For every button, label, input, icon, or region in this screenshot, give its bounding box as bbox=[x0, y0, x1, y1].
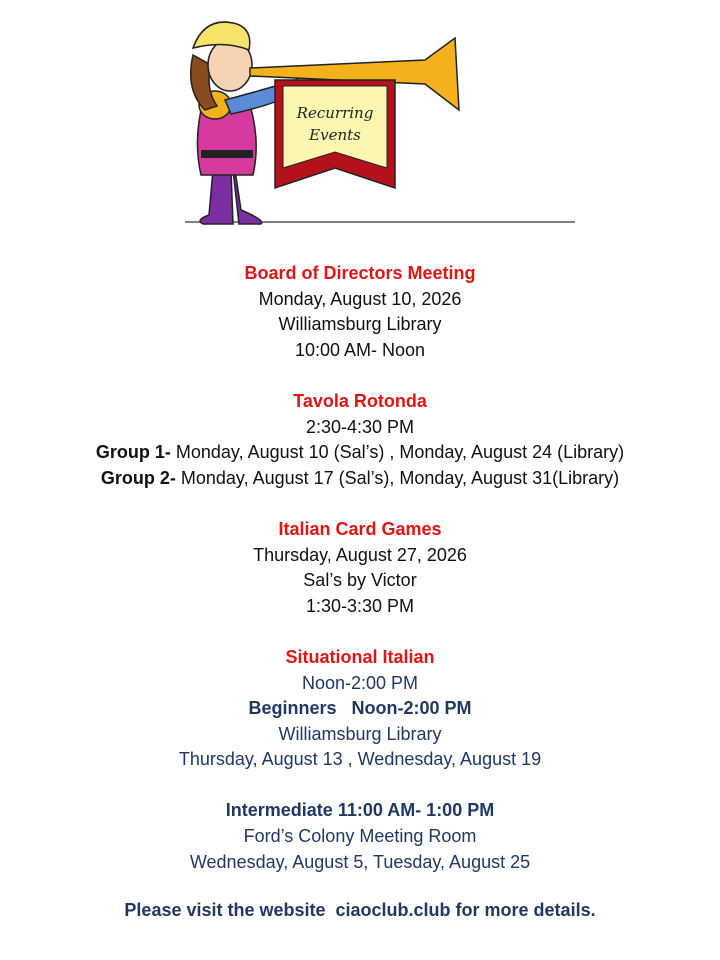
intermediate-location: Ford’s Colony Meeting Room bbox=[243, 826, 477, 847]
situational-title: Situational Italian bbox=[285, 646, 435, 667]
card-games-date: Thursday, August 27, 2026 bbox=[253, 544, 467, 565]
beginners-heading: Beginners Noon-2:00 PM bbox=[248, 698, 472, 719]
card-games-location: Sal’s by Victor bbox=[303, 570, 417, 591]
group1-text: Monday, August 10 (Sal’s) , Monday, August 24 (Library) bbox=[170, 442, 625, 463]
tavola-time: 2:30-4:30 PM bbox=[305, 416, 415, 437]
board-meeting-location: Williamsburg Library bbox=[278, 314, 442, 335]
intermediate-dates: Wednesday, August 5, Tuesday, August 25 bbox=[189, 851, 531, 872]
banner-icon bbox=[275, 80, 395, 188]
beginners-dates: Thursday, August 13 , Wednesday, August 19 bbox=[178, 749, 542, 770]
tavola-title: Tavola Rotonda bbox=[293, 390, 427, 411]
board-meeting-time: 10:00 AM- Noon bbox=[294, 339, 426, 360]
intermediate-heading: Intermediate 11:00 AM- 1:00 PM bbox=[225, 800, 495, 821]
banner-line1: Recurring bbox=[296, 104, 374, 122]
beginners-location: Williamsburg Library bbox=[278, 723, 442, 744]
board-meeting-date: Monday, August 10, 2026 bbox=[258, 288, 462, 309]
group2-text: Monday, August 17 (Sal’s), Monday, August 31(Library) bbox=[175, 467, 620, 488]
group2-label: Group 2- bbox=[100, 467, 176, 488]
group1-label: Group 1- bbox=[95, 442, 171, 463]
tavola-group2 bbox=[0, 466, 720, 492]
events-list bbox=[0, 261, 720, 875]
banner-line2: Events bbox=[309, 126, 361, 144]
card-games-title: Italian Card Games bbox=[278, 518, 442, 539]
herald-trumpeter-illustration bbox=[175, 10, 585, 240]
board-meeting-title: Board of Directors Meeting bbox=[244, 263, 476, 283]
situational-time: Noon-2:00 PM bbox=[301, 672, 419, 693]
card-games-time: 1:30-3:30 PM bbox=[305, 595, 415, 616]
tavola-group1 bbox=[0, 440, 720, 466]
website-footer: Please visit the website ciaoclub.club for more details. bbox=[124, 900, 596, 920]
